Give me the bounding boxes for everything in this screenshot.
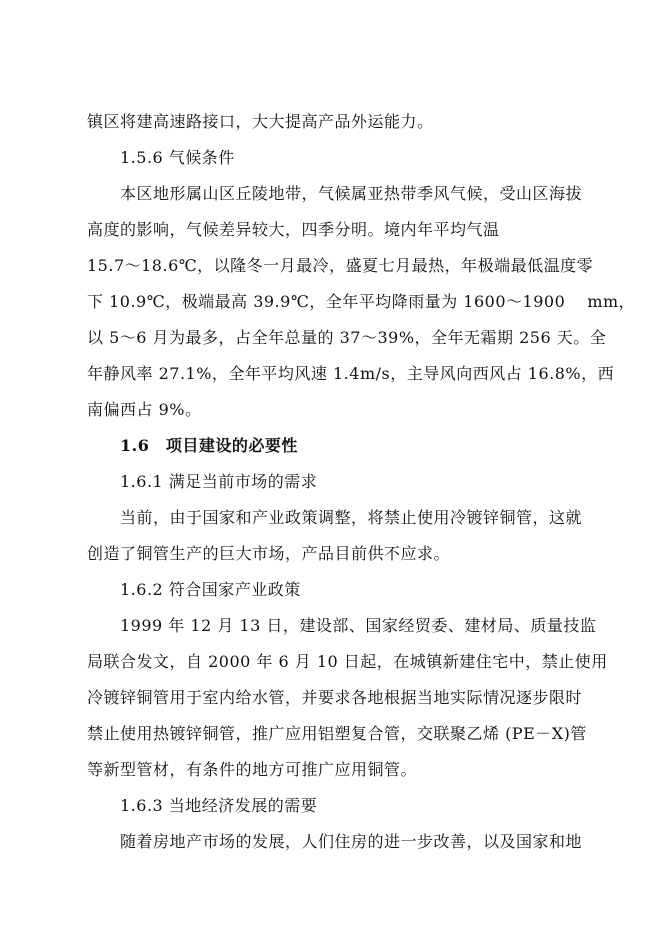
section-heading-1-6-1: 1.6.1 满足当前市场的需求	[120, 472, 318, 491]
body-text-line: 年静风率 27.1%，全年平均风速 1.4m/s，主导风向西风占 16.8%，西	[87, 364, 615, 383]
body-text-line: 随着房地产市场的发展，人们住房的进一步改善，以及国家和地	[120, 832, 583, 851]
body-text-line: 冷镀锌铜管用于室内给水管，并要求各地根据当地实际情况逐步限时	[87, 688, 583, 707]
body-text-line: 局联合发文，自 2000 年 6 月 10 日起，在城镇新建住宅中，禁止使用	[87, 652, 608, 671]
body-text-line: 下 10.9℃，极端最高 39.9℃，全年平均降雨量为 1600～1900 mm，	[87, 292, 636, 311]
body-text-line: 镇区将建高速路接口，大大提高产品外运能力。	[87, 112, 434, 131]
body-text-line: 1999 年 12 月 13 日，建设部、国家经贸委、建材局、质量技监	[120, 616, 597, 635]
body-text-line: 南偏西占 9%。	[87, 400, 202, 419]
body-text-line: 等新型管材，有条件的地方可推广应用铜管。	[87, 760, 418, 779]
body-text-line: 高度的影响，气候差异较大，四季分明。境内年平均气温	[87, 220, 500, 239]
body-text-line: 本区地形属山区丘陵地带，气候属亚热带季风气候，受山区海拔	[120, 184, 583, 203]
body-text-line: 禁止使用热镀锌铜管，推广应用铝塑复合管，交联聚乙烯 (PE－X)管	[87, 724, 587, 743]
body-text-line: 创造了铜管生产的巨大市场，产品目前供不应求。	[87, 544, 451, 563]
body-text-line: 当前，由于国家和产业政策调整，将禁止使用冷镀锌铜管，这就	[120, 508, 583, 527]
body-text-line: 15.7～18.6℃，以隆冬一月最冷，盛夏七月最热，年极端最低温度零	[87, 256, 594, 275]
section-heading-1-6-2: 1.6.2 符合国家产业政策	[120, 580, 301, 599]
section-heading-1-6-3: 1.6.3 当地经济发展的需要	[120, 796, 318, 815]
body-text-line: 以 5～6 月为最多，占全年总量的 37～39%，全年无霜期 256 天。全	[87, 328, 607, 347]
section-heading-1-5-6: 1.5.6 气候条件	[120, 148, 235, 167]
section-heading-1-6: 1.6 项目建设的必要性	[120, 436, 298, 455]
